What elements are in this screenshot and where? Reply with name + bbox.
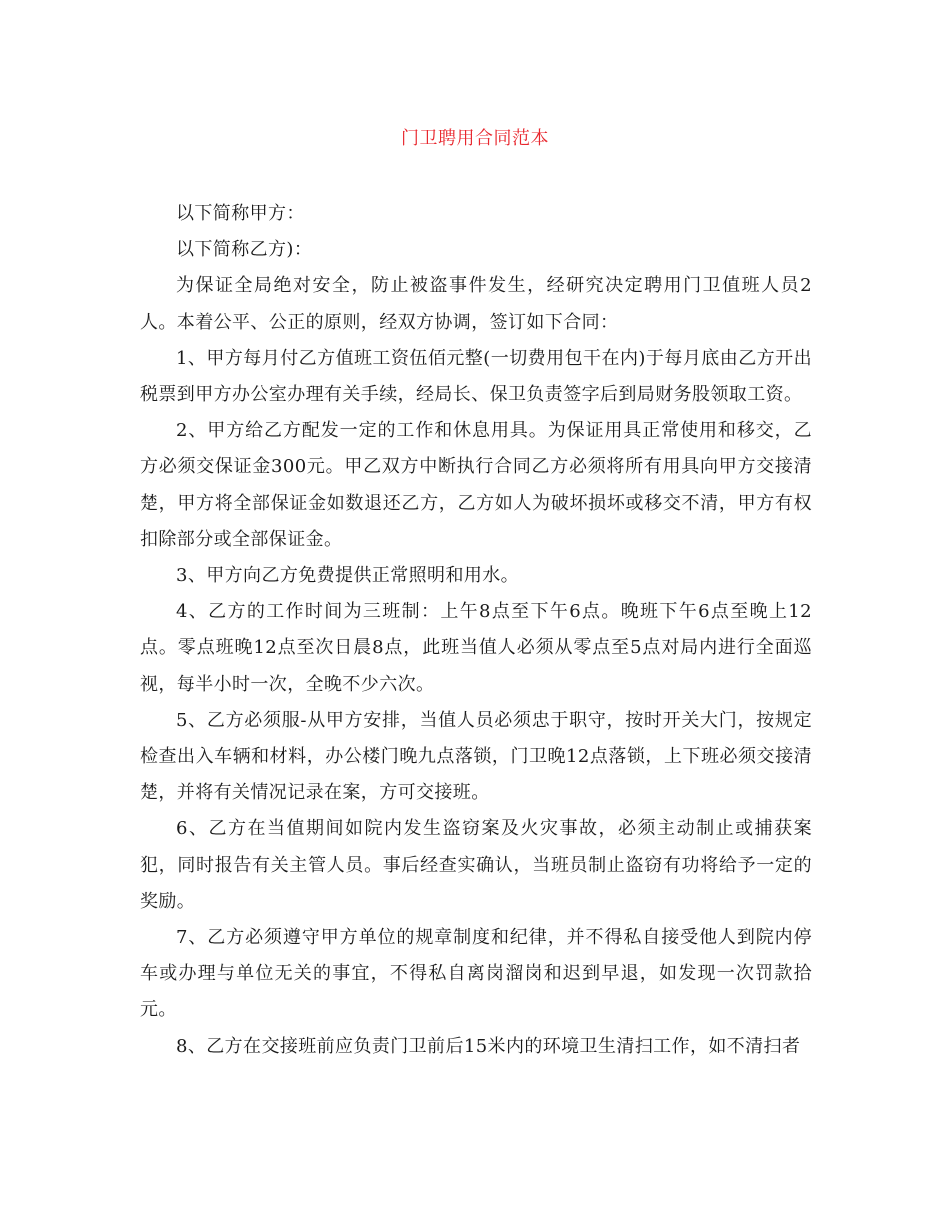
paragraph-clause-7: 7、乙方必须遵守甲方单位的规章制度和纪律，并不得私自接受他人到院内停车或办理与单位无关的事宜，不得私自离岗溜岗和迟到早退，如发现一次罚款拾元。	[140, 927, 812, 1021]
document-title: 门卫聘用合同范本	[401, 128, 549, 149]
paragraph-clause-4: 4、乙方的工作时间为三班制：上午8点至下午6点。晚班下午6点至晚上12点。零点班晚12点至次日晨8点，此班当值人必须从零点至5点对局内进行全面巡视，每半小时一次，全晚不少六次。	[140, 601, 812, 695]
paragraph-clause-3: 3、甲方向乙方免费提供正常照明和用水。	[176, 565, 520, 587]
paragraph-clause-5: 5、乙方必须服-从甲方安排，当值人员必须忠于职守，按时开关大门，按规定检查出入车辆和材料，办公楼门晚九点落锁，门卫晚12点落锁，上下班必须交接清楚，并将有关情况记录在案，方可交接班。	[140, 709, 812, 804]
paragraph-clause-2: 2、甲方给乙方配发一定的工作和休息用具。为保证用具正常使用和移交，乙方必须交保证金300元。甲乙双方中断执行合同乙方必须将所有用具向甲方交接清楚，甲方将全部保证金如数退还乙方，乙方如人为破坏损坏或移交不清，甲方有权扣除部分或全部保证金。	[140, 420, 812, 550]
paragraph-preamble: 为保证全局绝对安全，防止被盗事件发生，经研究决定聘用门卫值班人员2人。本着公平、公正的原则，经双方协调，签订如下合同：	[140, 275, 812, 333]
paragraph-party-a: 以下简称甲方：	[176, 203, 305, 224]
paragraph-clause-1: 1、甲方每月付乙方值班工资伍佰元整(一切费用包干在内)于每月底由乙方开出税票到甲方办公室办理有关手续，经局长、保卫负责签字后到局财务股领取工资。	[140, 347, 812, 406]
paragraph-clause-6: 6、乙方在当值期间如院内发生盗窃案及火灾事故，必须主动制止或捕获案犯，同时报告有关主管人员。事后经查实确认，当班员制止盗窃有功将给予一定的奖励。	[140, 818, 812, 912]
document-body	[140, 196, 812, 1065]
paragraph-clause-8: 8、乙方在交接班前应负责门卫前后15米内的环境卫生清扫工作，如不清扫者	[176, 1035, 801, 1057]
paragraph-party-b: 以下简称乙方)：	[176, 239, 313, 261]
